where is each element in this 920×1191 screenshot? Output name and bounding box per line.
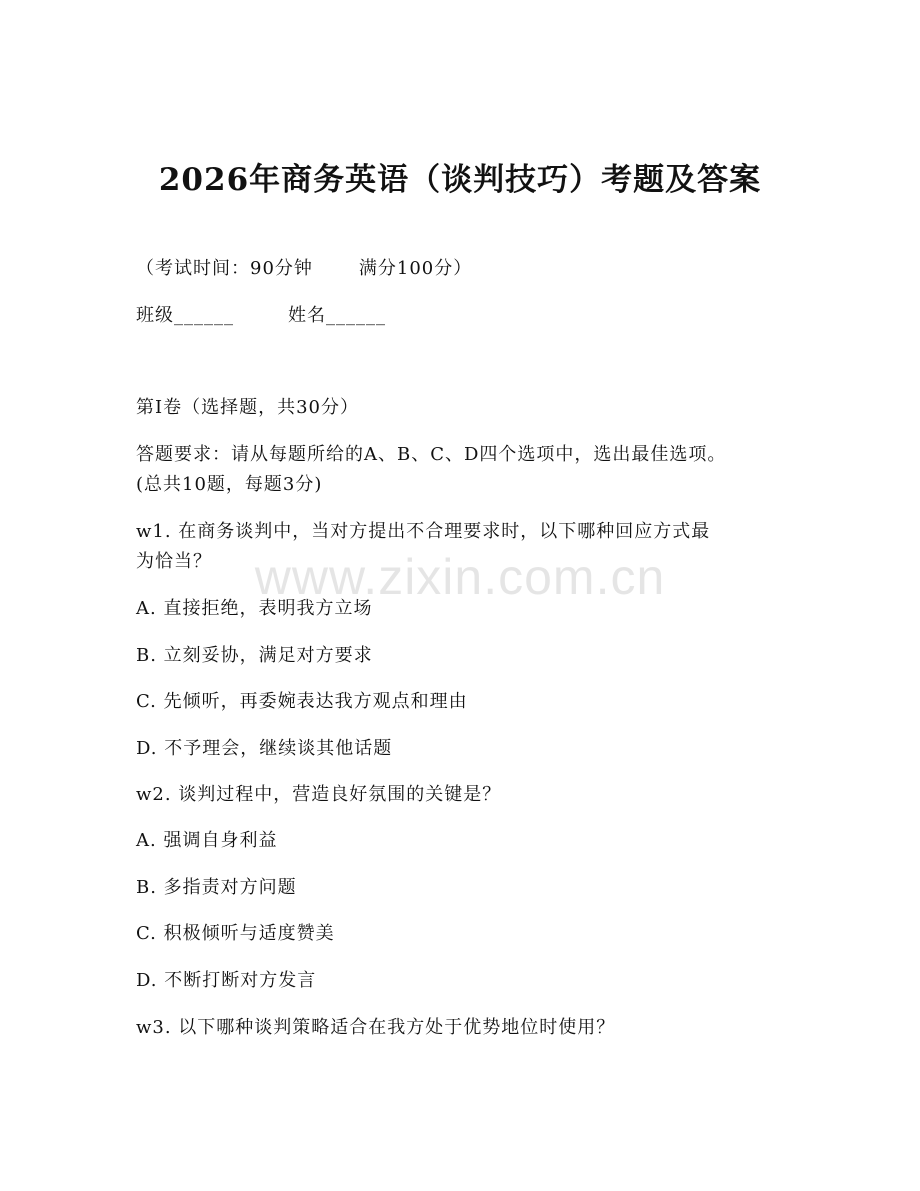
- question-2-option-a: A. 强调自身利益: [136, 830, 278, 851]
- question-2-option-d: D. 不断打断对方发言: [136, 970, 317, 991]
- exam-time: （考试时间：90分钟: [136, 258, 313, 279]
- exam-full-score: 满分100分）: [358, 258, 473, 279]
- section-title: 第I卷（选择题，共30分）: [136, 397, 360, 418]
- name-field: 姓名______: [288, 305, 386, 326]
- question-1-option-b: B. 立刻妥协，满足对方要求: [136, 645, 373, 666]
- question-3-stem: w3. 以下哪种谈判策略适合在我方处于优势地位时使用？: [136, 1017, 616, 1038]
- question-1-option-d: D. 不予理会，继续谈其他话题: [136, 738, 393, 759]
- instructions-line-2: (总共10题，每题3分): [136, 474, 323, 495]
- question-1-stem-line-1: w1. 在商务谈判中，当对方提出不合理要求时，以下哪种回应方式最: [136, 521, 711, 542]
- question-2-option-c: C. 积极倾听与适度赞美: [136, 923, 335, 944]
- instructions-line-1: 答题要求：请从每题所给的A、B、C、D四个选项中，选出最佳选项。: [136, 444, 727, 465]
- question-1-stem-line-2: 为恰当？: [136, 551, 212, 572]
- question-2-option-b: B. 多指责对方问题: [136, 877, 297, 898]
- document-title: 2026年商务英语（谈判技巧）考题及答案: [158, 162, 762, 198]
- exam-info: [136, 254, 472, 280]
- student-fields: [136, 301, 386, 327]
- question-2-stem: w2. 谈判过程中，营造良好氛围的关键是？: [136, 784, 502, 805]
- question-1-option-c: C. 先倾听，再委婉表达我方观点和理由: [136, 691, 468, 712]
- watermark: www.zixin.com.cn: [254, 549, 666, 605]
- question-1-option-a: A. 直接拒绝，表明我方立场: [136, 598, 373, 619]
- class-field: 班级______: [136, 305, 234, 326]
